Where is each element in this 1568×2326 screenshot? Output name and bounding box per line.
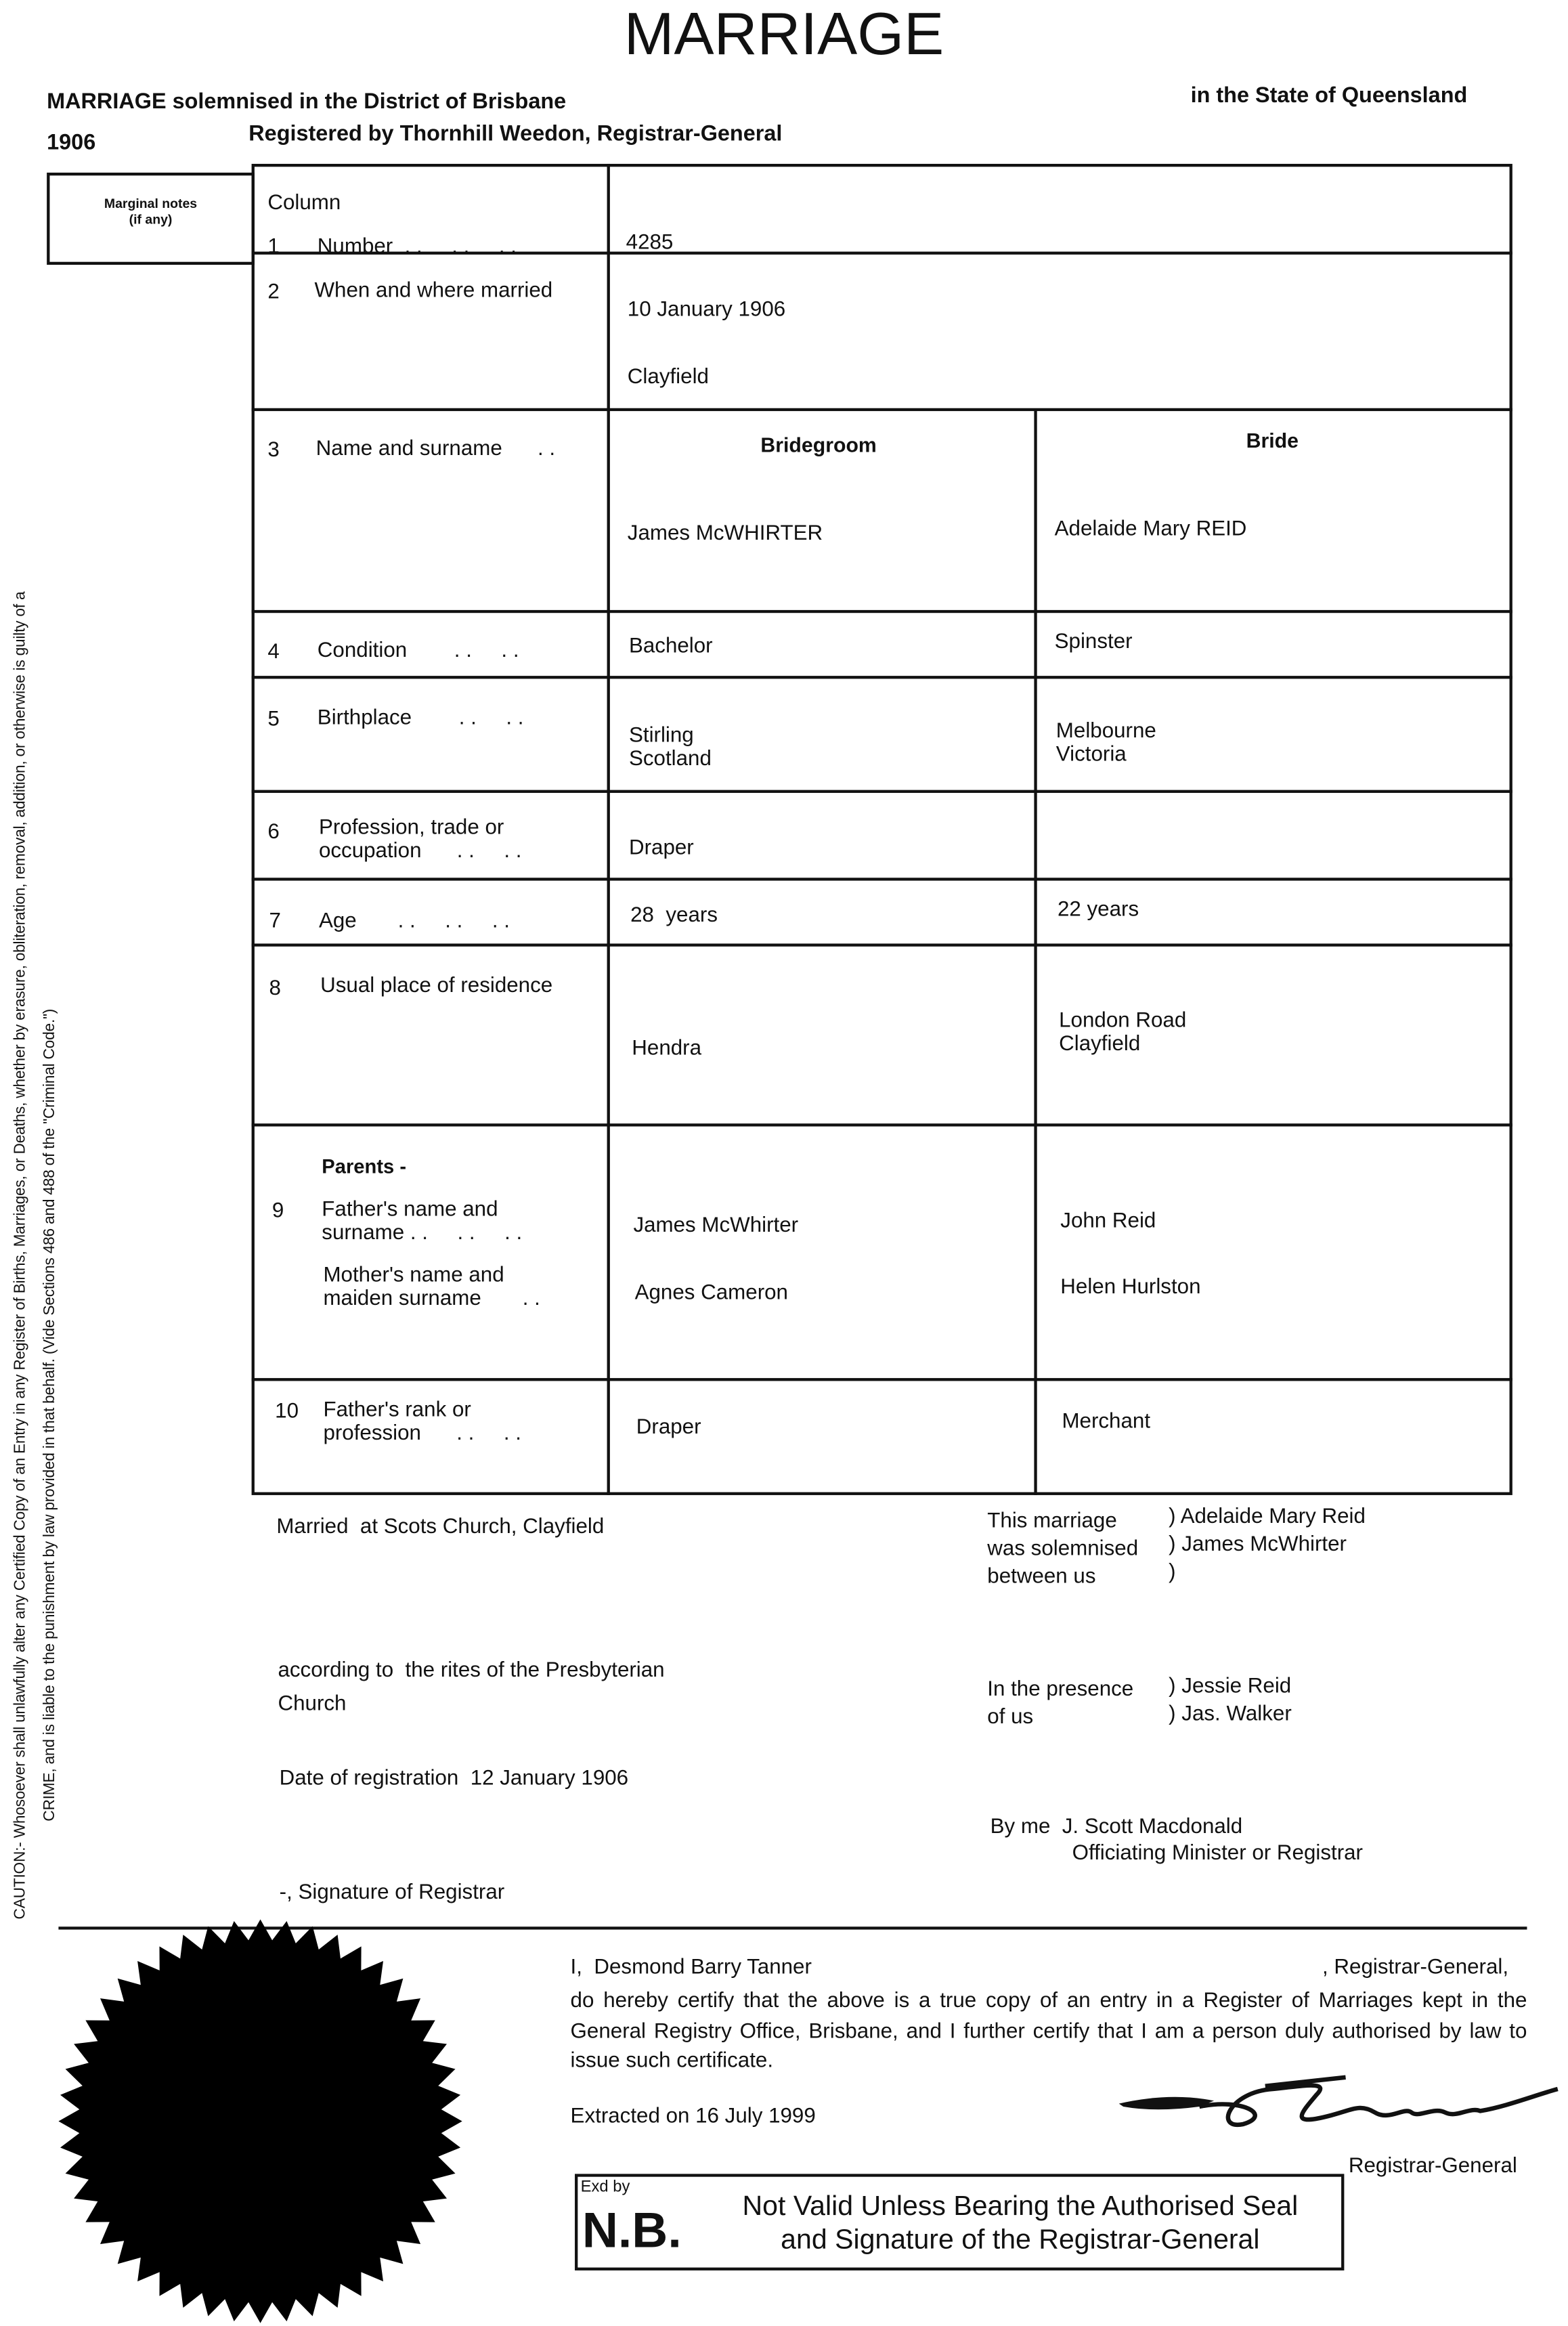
registrar-signature-image: [1112, 2063, 1565, 2136]
caution-notice-line2: CRIME, and is liable to the punishment by law provided in that behalf. (Vide Sections 486 and 488 of the "Criminal Code."): [41, 1008, 59, 1822]
bride-residence: London Road Clayfield: [1059, 1009, 1187, 1056]
groom-condition: Bachelor: [628, 634, 713, 659]
column-header: Column: [267, 192, 341, 215]
registered-by: Registered by Thornhill Weedon, Registrar-General: [248, 121, 783, 147]
presence-label: In the presence of us: [987, 1677, 1134, 1729]
row-label-father-rank: Father's rank or profession . . . .: [323, 1398, 521, 1446]
nb-label: N.B.: [582, 2203, 682, 2259]
row-label-father: Father's name and surname . . . . . .: [322, 1198, 523, 1245]
row-divider: [252, 1378, 1512, 1381]
validity-notice-text: Not Valid Unless Bearing the Authorised Seal and Signature of the Registrar-General: [742, 2191, 1299, 2256]
bridegroom-header: Bridegroom: [760, 433, 877, 457]
marriage-place: Clayfield: [627, 366, 709, 389]
row-number: 10: [275, 1400, 299, 1424]
marginal-notes-label: Marginal notes (if any): [104, 196, 198, 227]
row-number: 4: [267, 641, 280, 664]
row-label-birthplace: Birthplace . . . .: [317, 706, 524, 731]
bride-condition: Spinster: [1054, 630, 1133, 654]
row-divider: [252, 790, 1512, 793]
certification-text: do hereby certify that the above is a true copy of an entry in a Register of Marriages kept in the General Registry Office, Brisbane, and I further certify that I am a person duly authorised by law to issue such certificate.: [570, 1989, 1527, 2073]
rites: according to the rites of the Presbyterian Church: [278, 1658, 665, 1717]
bride-age: 22 years: [1057, 898, 1139, 922]
row-label-occupation: Profession, trade or occupation . . . .: [318, 816, 522, 863]
row-divider: [252, 676, 1512, 679]
solemnised-label: This marriage was solemnised between us: [987, 1509, 1139, 1589]
marginal-notes-box: [47, 173, 255, 265]
groom-occupation: Draper: [628, 836, 694, 861]
row-label-number: Number . . . . . .: [317, 235, 517, 259]
certifier-title: , Registrar-General,: [1322, 1956, 1509, 1980]
state-line: in the State of Queensland: [1190, 83, 1468, 108]
row-divider: [252, 408, 1512, 411]
solemnised-names: ) Adelaide Mary Reid ) James McWhirter ): [1169, 1505, 1366, 1585]
presence-names: ) Jessie Reid ) Jas. Walker: [1169, 1675, 1292, 1727]
row-number: 5: [267, 708, 280, 732]
exd-by-label: Exd by: [580, 2178, 630, 2196]
row-label-residence: Usual place of residence: [320, 974, 553, 998]
registrar-signature: -, Signature of Registrar: [279, 1881, 505, 1905]
caution-notice-line1: CAUTION:- Whosoever shall unlawfully alter any Certified Copy of an Entry in any Register of Births, Marriages, or Deaths, whether by erasure, obliteration, removal, addition, or otherwise is guilty of a: [12, 591, 30, 1920]
row-divider: [252, 943, 1512, 946]
row-label-parents: Parents -: [322, 1155, 407, 1178]
row-number: 9: [271, 1199, 284, 1224]
signatory-title: Registrar-General: [1348, 2155, 1517, 2178]
certifier-name: I, Desmond Barry Tanner: [570, 1956, 812, 1980]
column-divider: [607, 164, 610, 1495]
district-line: MARRIAGE solemnised in the District of Brisbane: [47, 89, 567, 114]
groom-residence: Hendra: [632, 1037, 702, 1061]
bride-mother: Helen Hurlston: [1060, 1275, 1201, 1299]
row-label-condition: Condition . . . .: [317, 639, 519, 663]
row-label-when-where: When and where married: [314, 279, 553, 303]
row-divider: [252, 878, 1512, 880]
groom-father: James McWhirter: [633, 1214, 799, 1238]
row-number: 6: [267, 820, 280, 844]
bride-header: Bride: [1246, 428, 1299, 452]
seal-shape: [58, 1919, 462, 2323]
column-divider: [1034, 410, 1037, 1495]
row-number: 2: [267, 280, 280, 305]
married-at: Married at Scots Church, Clayfield: [276, 1515, 605, 1539]
row-number: 1: [267, 235, 280, 259]
row-label-age: Age . . . . . .: [318, 909, 510, 934]
row-divider: [252, 610, 1512, 613]
marriage-date: 10 January 1906: [627, 298, 786, 322]
document-title: MARRIAGE: [624, 0, 944, 68]
bride-name: Adelaide Mary REID: [1054, 517, 1247, 542]
row-label-mother: Mother's name and maiden surname . .: [323, 1264, 540, 1311]
bride-father: John Reid: [1060, 1209, 1156, 1234]
seal-icon: [56, 1916, 465, 2326]
row-divider: [252, 1123, 1512, 1126]
year: 1906: [47, 130, 96, 156]
officiating-title: Officiating Minister or Registrar: [1072, 1841, 1364, 1866]
registration-number: 4285: [626, 231, 674, 255]
registration-date: Date of registration 12 January 1906: [279, 1767, 629, 1791]
bride-birthplace: Melbourne Victoria: [1055, 719, 1156, 767]
groom-birthplace: Stirling Scotland: [628, 724, 712, 771]
bride-father-rank: Merchant: [1062, 1410, 1151, 1434]
groom-mother: Agnes Cameron: [634, 1281, 788, 1306]
extracted-date: Extracted on 16 July 1999: [570, 2105, 816, 2129]
groom-father-rank: Draper: [636, 1416, 701, 1440]
row-number: 7: [269, 909, 281, 934]
groom-name: James McWHIRTER: [627, 522, 823, 546]
officiant: By me J. Scott Macdonald: [990, 1815, 1243, 1839]
row-label-name: Name and surname . .: [315, 437, 556, 461]
row-number: 8: [269, 977, 281, 1001]
row-number: 3: [267, 439, 280, 462]
groom-age: 28 years: [630, 904, 718, 928]
